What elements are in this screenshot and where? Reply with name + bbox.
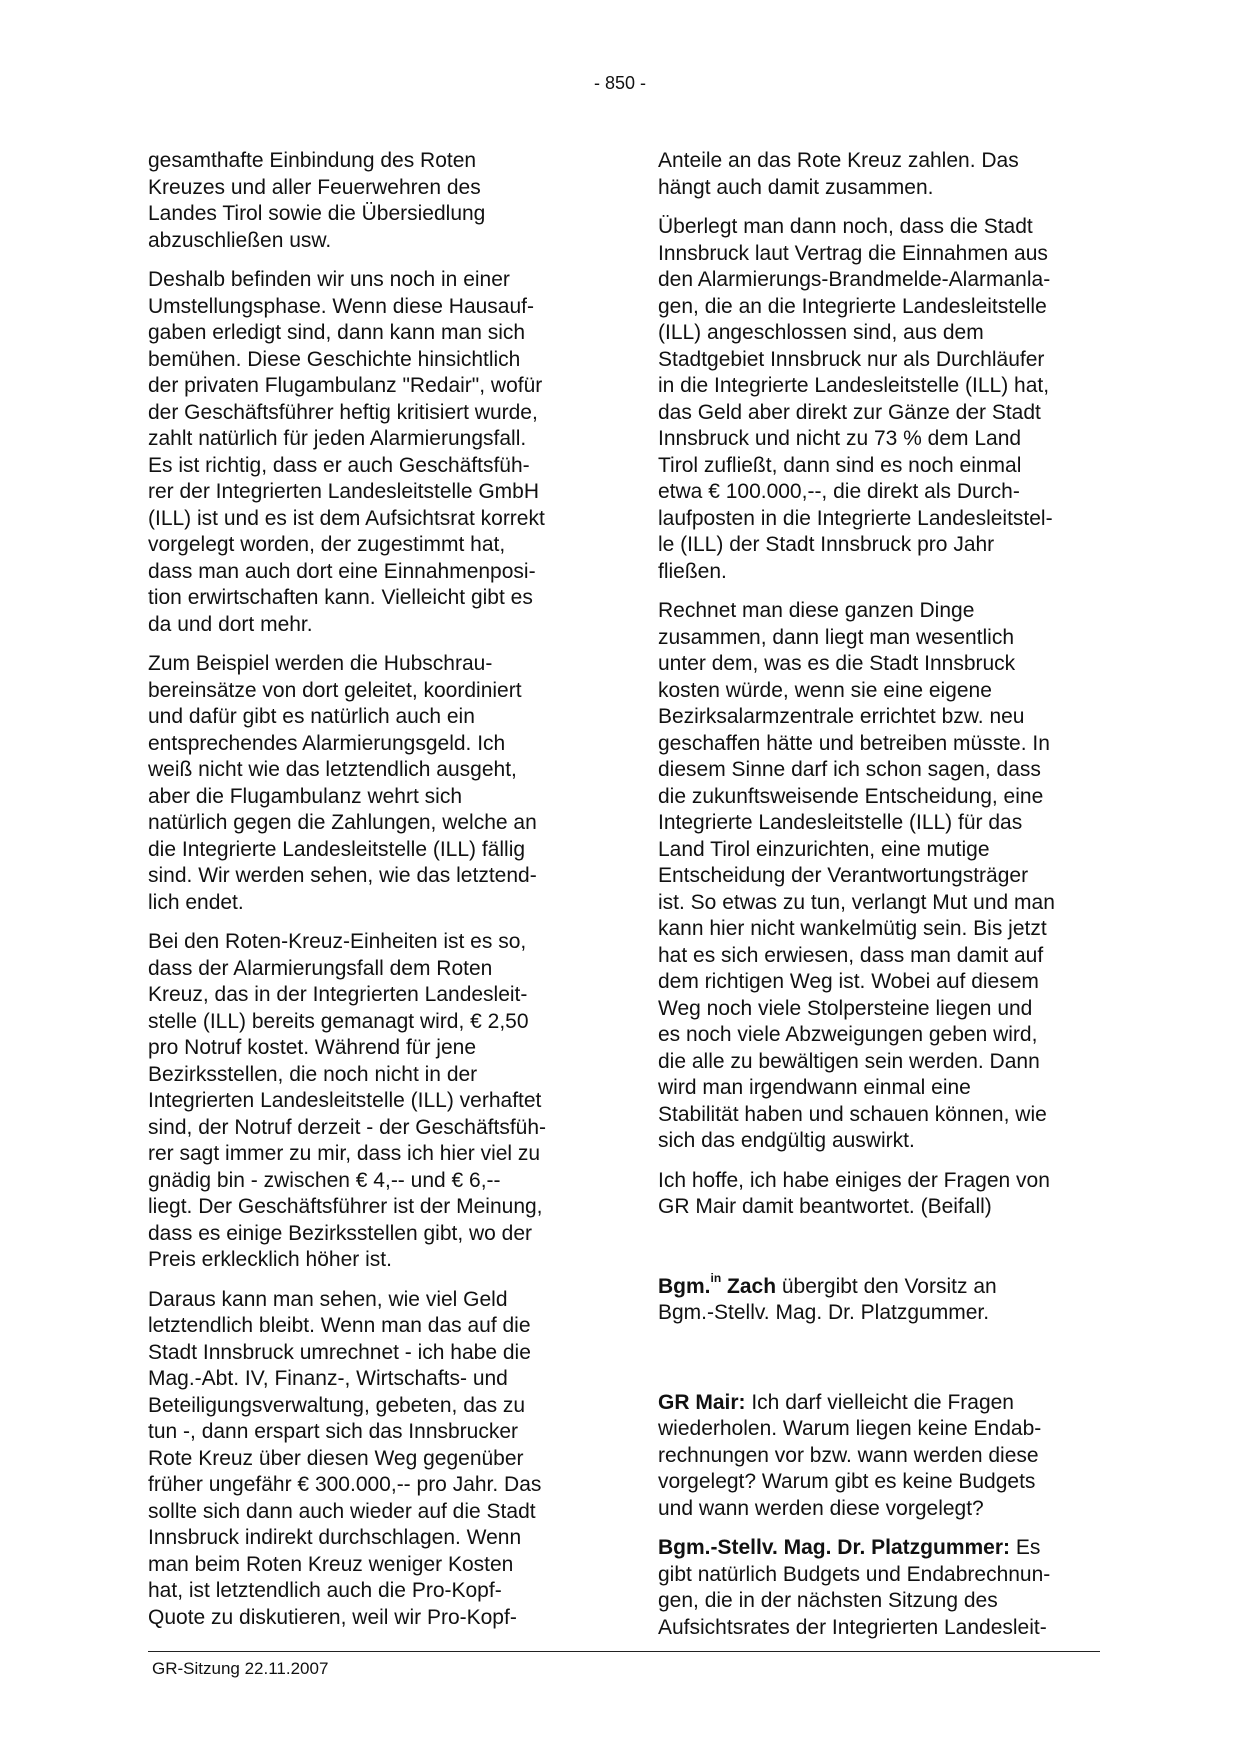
- chair-handover-note: Bgm.$^{in}$ Zach übergibt den Vorsitz an Bgm.-Stellv. Mag. Dr. Platzgummer.: [658, 1270, 997, 1324]
- text-line: etwa € 100.000,--, die direkt als Durch-: [658, 480, 1020, 503]
- text-line: Innsbruck indirekt durchschlagen. Wenn: [148, 1526, 522, 1549]
- text-line: in die Integrierte Landesleitstelle (ILL) hat,: [658, 374, 1050, 397]
- text-line: gen, die an die Integrierte Landesleitstelle: [658, 294, 1047, 318]
- text-line: die alle zu bewältigen sein werden. Dann: [658, 1049, 1040, 1073]
- paragraph: [658, 148, 1100, 201]
- text-line: kann hier nicht wankelmütig sein. Bis jetzt: [658, 917, 1047, 940]
- text-line: ist. So etwas zu tun, verlangt Mut und man: [658, 890, 1055, 914]
- paragraph: [658, 1168, 1100, 1221]
- text-line: der Geschäftsführer heftig kritisiert wurde,: [148, 400, 538, 424]
- text-line: lich endet.: [148, 890, 244, 914]
- text-line: dass man auch dort eine Einnahmenposi-: [148, 559, 536, 583]
- text-line: abzuschließen usw.: [148, 228, 332, 252]
- text-line: Kreuz, das in der Integrierten Landesleit-: [148, 983, 528, 1006]
- text-line: der privaten Flugambulanz "Redair", wofür: [148, 374, 543, 397]
- text-line: Anteile an das Rote Kreuz zahlen. Das: [658, 149, 1019, 172]
- text-line: hat, ist letztendlich auch die Pro-Kopf-: [148, 1579, 502, 1602]
- text-line: und wann werden diese vorgelegt?: [658, 1496, 984, 1520]
- text-line: diesem Sinne darf ich schon sagen, dass: [658, 758, 1041, 781]
- text-line: sind. Wir werden sehen, wie das letztend-: [148, 864, 537, 887]
- text-line: Innsbruck laut Vertrag die Einnahmen aus: [658, 241, 1048, 265]
- text-line: tion erwirtschaften kann. Vielleicht gibt es: [148, 586, 533, 609]
- text-line: Rote Kreuz über diesen Weg gegenüber: [148, 1446, 524, 1470]
- text-line: Umstellungsphase. Wenn diese Hausauf-: [148, 294, 534, 318]
- speaker-label: Bgm.-Stellv. Mag. Dr. Platzgummer:: [658, 1536, 1011, 1559]
- paragraph: [658, 598, 1100, 1155]
- text-line: Land Tirol einzurichten, eine mutige: [658, 837, 990, 861]
- text-line: gibt natürlich Budgets und Endabrechnun-: [658, 1562, 1051, 1586]
- text-line: Rechnet man diese ganzen Dinge: [658, 599, 975, 622]
- text-line: Weg noch viele Stolpersteine liegen und: [658, 996, 1033, 1020]
- text-line: (ILL) ist und es ist dem Aufsichtsrat korrekt: [148, 506, 545, 530]
- text-line: letztendlich bleibt. Wenn man das auf die: [148, 1314, 531, 1337]
- text-line: (ILL) angeschlossen sind, aus dem: [658, 321, 984, 344]
- text-line: wird man irgendwann einmal eine: [658, 1076, 971, 1099]
- text-line: und dafür gibt es natürlich auch ein: [148, 705, 475, 728]
- text-line: die Integrierte Landesleitstelle (ILL) fällig: [148, 837, 526, 861]
- text-line: zusammen, dann liegt man wesentlich: [658, 625, 1015, 649]
- paragraph: [148, 929, 590, 1274]
- text-line: Landes Tirol sowie die Übersiedlung: [148, 202, 486, 225]
- text-line: Bei den Roten-Kreuz-Einheiten ist es so,: [148, 930, 527, 953]
- text-line: Deshalb befinden wir uns noch in einer: [148, 268, 510, 291]
- right-column: [658, 148, 1100, 1654]
- text-line: Es ist richtig, dass er auch Geschäftsfüh-: [148, 453, 530, 477]
- text-line: zahlt natürlich für jeden Alarmierungsfall.: [148, 427, 527, 450]
- paragraph: [148, 148, 590, 254]
- text-line: Innsbruck und nicht zu 73 % dem Land: [658, 427, 1022, 450]
- text-line: Zum Beispiel werden die Hubschrau-: [148, 652, 493, 675]
- text-line: Mag.-Abt. IV, Finanz-, Wirtschafts- und: [148, 1367, 508, 1390]
- text-line: gen, die in der nächsten Sitzung des: [658, 1589, 998, 1612]
- text-line: vorgelegt? Warum gibt es keine Budgets: [658, 1470, 1036, 1493]
- text-line: das Geld aber direkt zur Gänze der Stadt: [658, 400, 1041, 424]
- text-line: sind, der Notruf derzeit - der Geschäftsfüh-: [148, 1115, 547, 1139]
- text-line: bereinsätze von dort geleitet, koordiniert: [148, 678, 522, 702]
- text-line: den Alarmierungs-Brandmelde-Alarmanla-: [658, 268, 1051, 291]
- text-line: gaben erledigt sind, dann kann man sich: [148, 321, 526, 344]
- text-line: Preis erklecklich höher ist.: [148, 1248, 392, 1271]
- speaker-label: GR Mair:: [658, 1390, 746, 1414]
- text-line: dem richtigen Weg ist. Wobei auf diesem: [658, 970, 1039, 993]
- paragraph: [148, 267, 590, 638]
- text-line: Aufsichtsrates der Integrierten Landesleit-: [658, 1615, 1047, 1639]
- left-column: [148, 148, 590, 1644]
- text-line: Entscheidung der Verantwortungsträger: [658, 864, 1029, 887]
- text-line: bemühen. Diese Geschichte hinsichtlich: [148, 347, 521, 371]
- paragraph: [148, 1287, 590, 1632]
- speech-platzgummer: Bgm.-Stellv. Mag. Dr. Platzgummer: Es gibt natürlich Budgets und Endabrechnun- gen, die in der nächsten Sitzung des Aufsichtsrates der Integrierten Landesleit-: [658, 1535, 1100, 1641]
- text-line: rer der Integrierten Landesleitstelle GmbH: [148, 480, 540, 503]
- text-line: aber die Flugambulanz wehrt sich: [148, 784, 462, 808]
- text-line: hat es sich erwiesen, dass man damit auf: [658, 943, 1044, 967]
- text-line: Bezirksstellen, die noch nicht in der: [148, 1062, 478, 1086]
- text-line: geschaffen hätte und betreiben müsste. In: [658, 731, 1050, 755]
- footer-divider: [148, 1651, 1100, 1652]
- paragraph: [658, 214, 1100, 585]
- paragraph: [148, 651, 590, 916]
- text-line: Integrierte Landesleitstelle (ILL) für das: [658, 811, 1023, 834]
- page-number: - 850 -: [593, 73, 647, 93]
- text-line: Daraus kann man sehen, wie viel Geld: [148, 1287, 508, 1311]
- text-line: dass es einige Bezirksstellen gibt, wo der: [148, 1221, 533, 1245]
- text-line: tun -, dann erspart sich das Innsbrucker: [148, 1420, 519, 1443]
- text-line: Beteiligungsverwaltung, gebeten, das zu: [148, 1393, 526, 1417]
- text-line: hängt auch damit zusammen.: [658, 175, 934, 199]
- text-line: die zukunftsweisende Entscheidung, eine: [658, 784, 1044, 808]
- text-line: Ich hoffe, ich habe einiges der Fragen von: [658, 1168, 1050, 1192]
- text-line: natürlich gegen die Zahlungen, welche an: [148, 811, 537, 834]
- footer-session-date: GR-Sitzung 22.11.2007: [152, 1659, 329, 1678]
- text-line: früher ungefähr € 300.000,-- pro Jahr. Das: [148, 1473, 542, 1496]
- text-line: rechnungen vor bzw. wann werden diese: [658, 1443, 1039, 1467]
- text-line: wiederholen. Warum liegen keine Endab-: [658, 1417, 1042, 1440]
- text-line: liegt. Der Geschäftsführer ist der Meinung,: [148, 1195, 543, 1218]
- text-line: Integrierten Landesleitstelle (ILL) verhaftet: [148, 1089, 542, 1112]
- text-line: Stabilität haben und schauen können, wie: [658, 1102, 1047, 1126]
- text-line: sollte sich dann auch wieder auf die Stadt: [148, 1499, 536, 1523]
- text-line: stelle (ILL) bereits gemanagt wird, € 2,50: [148, 1009, 529, 1033]
- speaker-label: Bgm.$^{in}$ Zach: [658, 1270, 777, 1298]
- text-line: Quote zu diskutieren, weil wir Pro-Kopf-: [148, 1605, 517, 1629]
- text-line: sich das endgültig auswirkt.: [658, 1129, 915, 1152]
- text-line: es noch viele Abzweigungen geben wird,: [658, 1023, 1038, 1046]
- text-line: entsprechendes Alarmierungsgeld. Ich: [148, 731, 506, 755]
- text-line: Stadtgebiet Innsbruck nur als Durchläufer: [658, 347, 1045, 371]
- text-line: le (ILL) der Stadt Innsbruck pro Jahr: [658, 533, 995, 556]
- text-line: gnädig bin - zwischen € 4,-- und € 6,--: [148, 1168, 501, 1192]
- text-line: Bezirksalarmzentrale errichtet bzw. neu: [658, 705, 1025, 728]
- text-line: man beim Roten Kreuz weniger Kosten: [148, 1552, 514, 1576]
- text-line: vorgelegt worden, der zugestimmt hat,: [148, 533, 506, 556]
- text-line: kosten würde, wenn sie eine eigene: [658, 678, 992, 702]
- text-line: Kreuzes und aller Feuerwehren des: [148, 175, 481, 199]
- text-line: laufposten in die Integrierte Landesleitstel-: [658, 506, 1053, 530]
- text-line: rer sagt immer zu mir, dass ich hier viel zu: [148, 1142, 541, 1165]
- text-line: dass der Alarmierungsfall dem Roten: [148, 956, 493, 980]
- text-line: Überlegt man dann noch, dass die Stadt: [658, 215, 1033, 238]
- text-line: fließen.: [658, 559, 727, 583]
- text-line: da und dort mehr.: [148, 612, 313, 636]
- text-line: Stadt Innsbruck umrechnet - ich habe die: [148, 1340, 531, 1364]
- text-line: pro Notruf kostet. Während für jene: [148, 1036, 476, 1059]
- text-line: GR Mair damit beantwortet. (Beifall): [658, 1195, 992, 1218]
- text-line: Tirol zufließt, dann sind es noch einmal: [658, 453, 1022, 477]
- speech-gr-mair: GR Mair: Ich darf vielleicht die Fragen wiederholen. Warum liegen keine Endab- rechnungen vor bzw. wann werden diese vorgelegt? Warum gibt es keine Budgets und wann werden diese vorgelegt?: [658, 1390, 1100, 1523]
- text-line: unter dem, was es die Stadt Innsbruck: [658, 652, 1016, 675]
- text-line: weiß nicht wie das letztendlich ausgeht,: [148, 758, 517, 781]
- text-line: gesamthafte Einbindung des Roten: [148, 149, 477, 172]
